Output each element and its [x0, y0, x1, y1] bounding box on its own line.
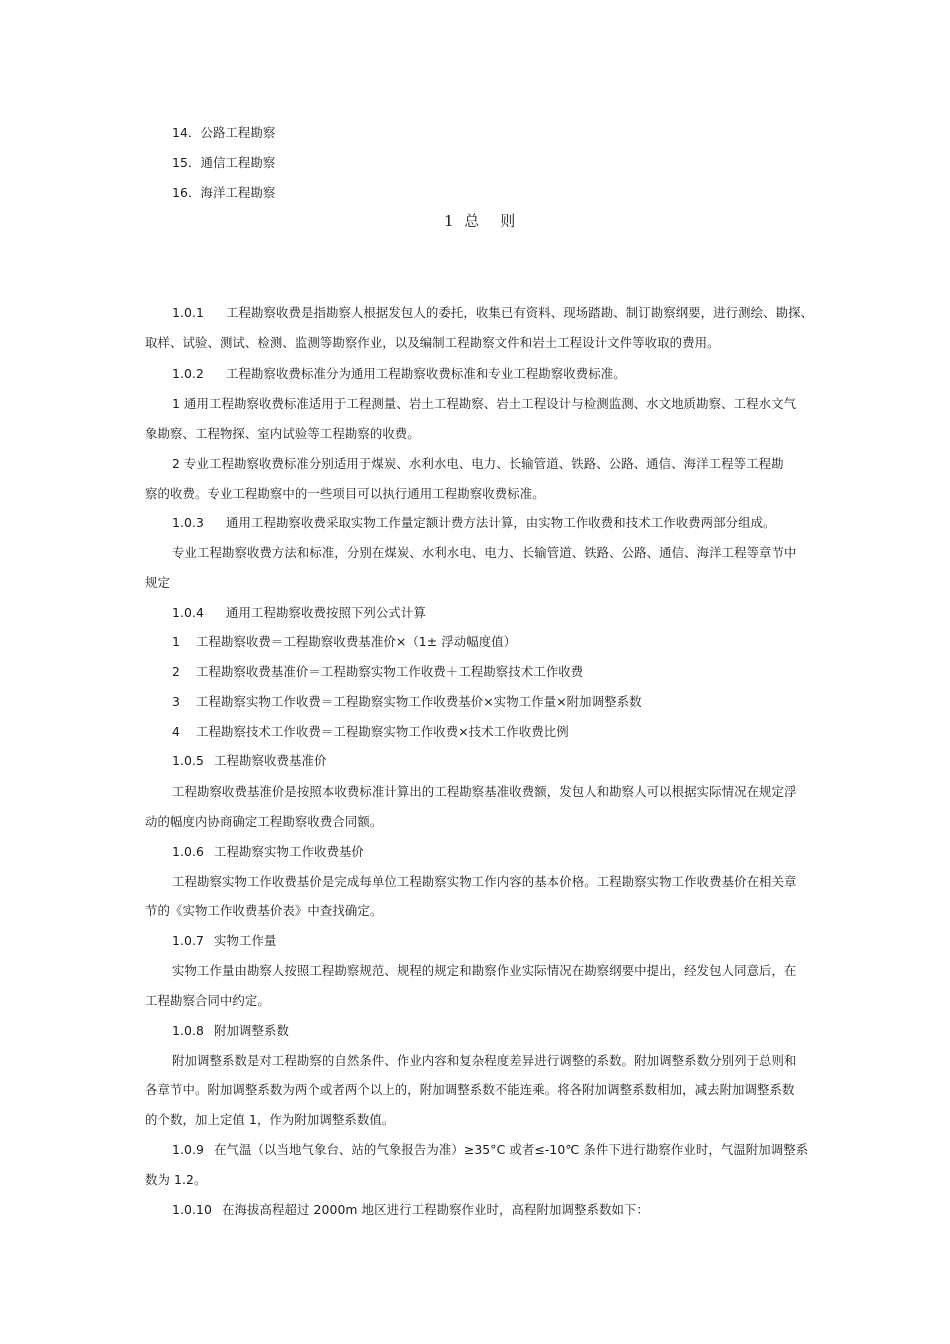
- paragraph-1-0-8-line-1: 附加调整系数是对工程勘察的自然条件、作业内容和复杂程度差异进行调整的系数。附加调整系数分别列于总则和: [172, 1053, 797, 1068]
- formula-number: 4: [172, 724, 180, 739]
- paragraph-text: 工程勘察收费标准分为通用工程勘察收费标准和专业工程勘察收费标准。: [226, 366, 626, 381]
- paragraph-1-0-5-line-1: 工程勘察收费基准价是按照本收费标准计算出的工程勘察基准收费额，发包人和勘察人可以根据实际情况在规定浮: [172, 784, 797, 799]
- section-heading: 工程勘察收费基准价: [214, 753, 327, 768]
- section-number: 1.0.4: [172, 605, 205, 620]
- paragraph-1-0-2-item-1-line-1: 1 通用工程勘察收费标准适用于工程测量、岩土工程勘察、岩土工程设计与检测监测、水文地质勘察、工程水文气: [172, 396, 797, 411]
- formula-3: [172, 694, 642, 710]
- section-number: 1.0.1: [172, 305, 205, 320]
- paragraph-1-0-3-line-3: 规定: [145, 575, 170, 590]
- toc-item-14: 14．公路工程勘察: [172, 125, 276, 140]
- paragraph-1-0-1-line-1: [172, 305, 813, 321]
- formula-text: 工程勘察收费＝工程勘察收费基准价×（1± 浮动幅度值）: [195, 634, 517, 649]
- formula-text: 工程勘察技术工作收费＝工程勘察实物工作收费×技术工作收费比例: [195, 724, 569, 739]
- formula-text: 工程勘察收费基准价＝工程勘察实物工作收费＋工程勘察技术工作收费: [195, 664, 584, 679]
- formula-1: [172, 634, 516, 650]
- paragraph-1-0-7-heading: [172, 933, 276, 949]
- toc-item-15: 15．通信工程勘察: [172, 155, 276, 170]
- formula-number: 2: [172, 664, 180, 679]
- paragraph-1-0-8-line-2: 各章节中。附加调整系数为两个或者两个以上的，附加调整系数不能连乘。将各附加调整系数相加，减去附加调整系数: [145, 1082, 795, 1097]
- chapter-title: 1 总 则: [444, 212, 519, 230]
- paragraph-1-0-6-line-1: 工程勘察实物工作收费基价是完成每单位工程勘察实物工作内容的基本价格。工程勘察实物工作收费基价在相关章: [172, 874, 797, 889]
- paragraph-text: 在气温（以当地气象台、站的气象报告为准）≥35°C 或者≤-10℃ 条件下进行勘察作业时，气温附加调整系: [214, 1142, 809, 1157]
- section-number: 1.0.10: [172, 1202, 213, 1217]
- paragraph-text: 通用工程勘察收费按照下列公式计算: [226, 605, 426, 620]
- formula-number: 1: [172, 634, 180, 649]
- paragraph-1-0-7-line-1: 实物工作量由勘察人按照工程勘察规范、规程的规定和勘察作业实际情况在勘察纲要中提出，经发包人同意后，在: [172, 963, 797, 978]
- section-number: 1.0.6: [172, 844, 205, 859]
- paragraph-1-0-8-heading: [172, 1023, 289, 1039]
- paragraph-1-0-9-line-1: [172, 1142, 808, 1158]
- section-heading: 实物工作量: [214, 933, 277, 948]
- formula-text: 工程勘察实物工作收费＝工程勘察实物工作收费基价×实物工作量×附加调整系数: [195, 694, 642, 709]
- paragraph-text: 工程勘察收费是指勘察人根据发包人的委托，收集已有资料、现场踏勘、制订勘察纲要，进行测绘、勘探、: [226, 305, 814, 320]
- section-heading: 附加调整系数: [214, 1023, 289, 1038]
- formula-2: [172, 664, 583, 680]
- toc-item-16: 16．海洋工程勘察: [172, 185, 276, 200]
- section-number: 1.0.9: [172, 1142, 205, 1157]
- paragraph-1-0-1-line-2: 取样、试验、测试、检测、监测等勘察作业，以及编制工程勘察文件和岩土工程设计文件等收取的费用。: [145, 335, 720, 350]
- paragraph-1-0-2-item-2-line-1: 2 专业工程勘察收费标准分别适用于煤炭、水利水电、电力、长输管道、铁路、公路、通信、海洋工程等工程勘: [172, 456, 784, 471]
- paragraph-1-0-2-item-2-line-2: 察的收费。专业工程勘察中的一些项目可以执行通用工程勘察收费标准。: [145, 486, 545, 501]
- paragraph-1-0-3-line-1: [172, 515, 776, 531]
- paragraph-1-0-3-line-2: 专业工程勘察收费方法和标准，分别在煤炭、水利水电、电力、长输管道、铁路、公路、通信、海洋工程等章节中: [172, 545, 797, 560]
- paragraph-1-0-5-heading: [172, 753, 326, 769]
- paragraph-1-0-9-line-2: 数为 1.2。: [145, 1172, 207, 1187]
- section-number: 1.0.8: [172, 1023, 205, 1038]
- paragraph-1-0-6-heading: [172, 844, 364, 860]
- paragraph-1-0-6-line-2: 节的《实物工作收费基价表》中查找确定。: [145, 903, 383, 918]
- formula-number: 3: [172, 694, 180, 709]
- formula-4: [172, 724, 569, 740]
- section-number: 1.0.5: [172, 753, 205, 768]
- paragraph-1-0-8-line-3: 的个数，加上定值 1，作为附加调整系数值。: [145, 1112, 395, 1127]
- section-number: 1.0.2: [172, 366, 205, 381]
- paragraph-1-0-2-line-1: [172, 366, 626, 382]
- paragraph-text: 在海拔高程超过 2000m 地区进行工程勘察作业时，高程附加调整系数如下：: [222, 1202, 649, 1217]
- paragraph-1-0-5-line-2: 动的幅度内协商确定工程勘察收费合同额。: [145, 814, 383, 829]
- paragraph-1-0-7-line-2: 工程勘察合同中约定。: [145, 993, 270, 1008]
- section-number: 1.0.3: [172, 515, 205, 530]
- paragraph-1-0-2-item-1-line-2: 象勘察、工程物探、室内试验等工程勘察的收费。: [145, 426, 420, 441]
- paragraph-1-0-10-line-1: [172, 1202, 649, 1218]
- section-heading: 工程勘察实物工作收费基价: [214, 844, 364, 859]
- paragraph-text: 通用工程勘察收费采取实物工作量定额计费方法计算，由实物工作收费和技术工作收费两部分组成。: [226, 515, 776, 530]
- paragraph-1-0-4-line-1: [172, 605, 426, 621]
- section-number: 1.0.7: [172, 933, 205, 948]
